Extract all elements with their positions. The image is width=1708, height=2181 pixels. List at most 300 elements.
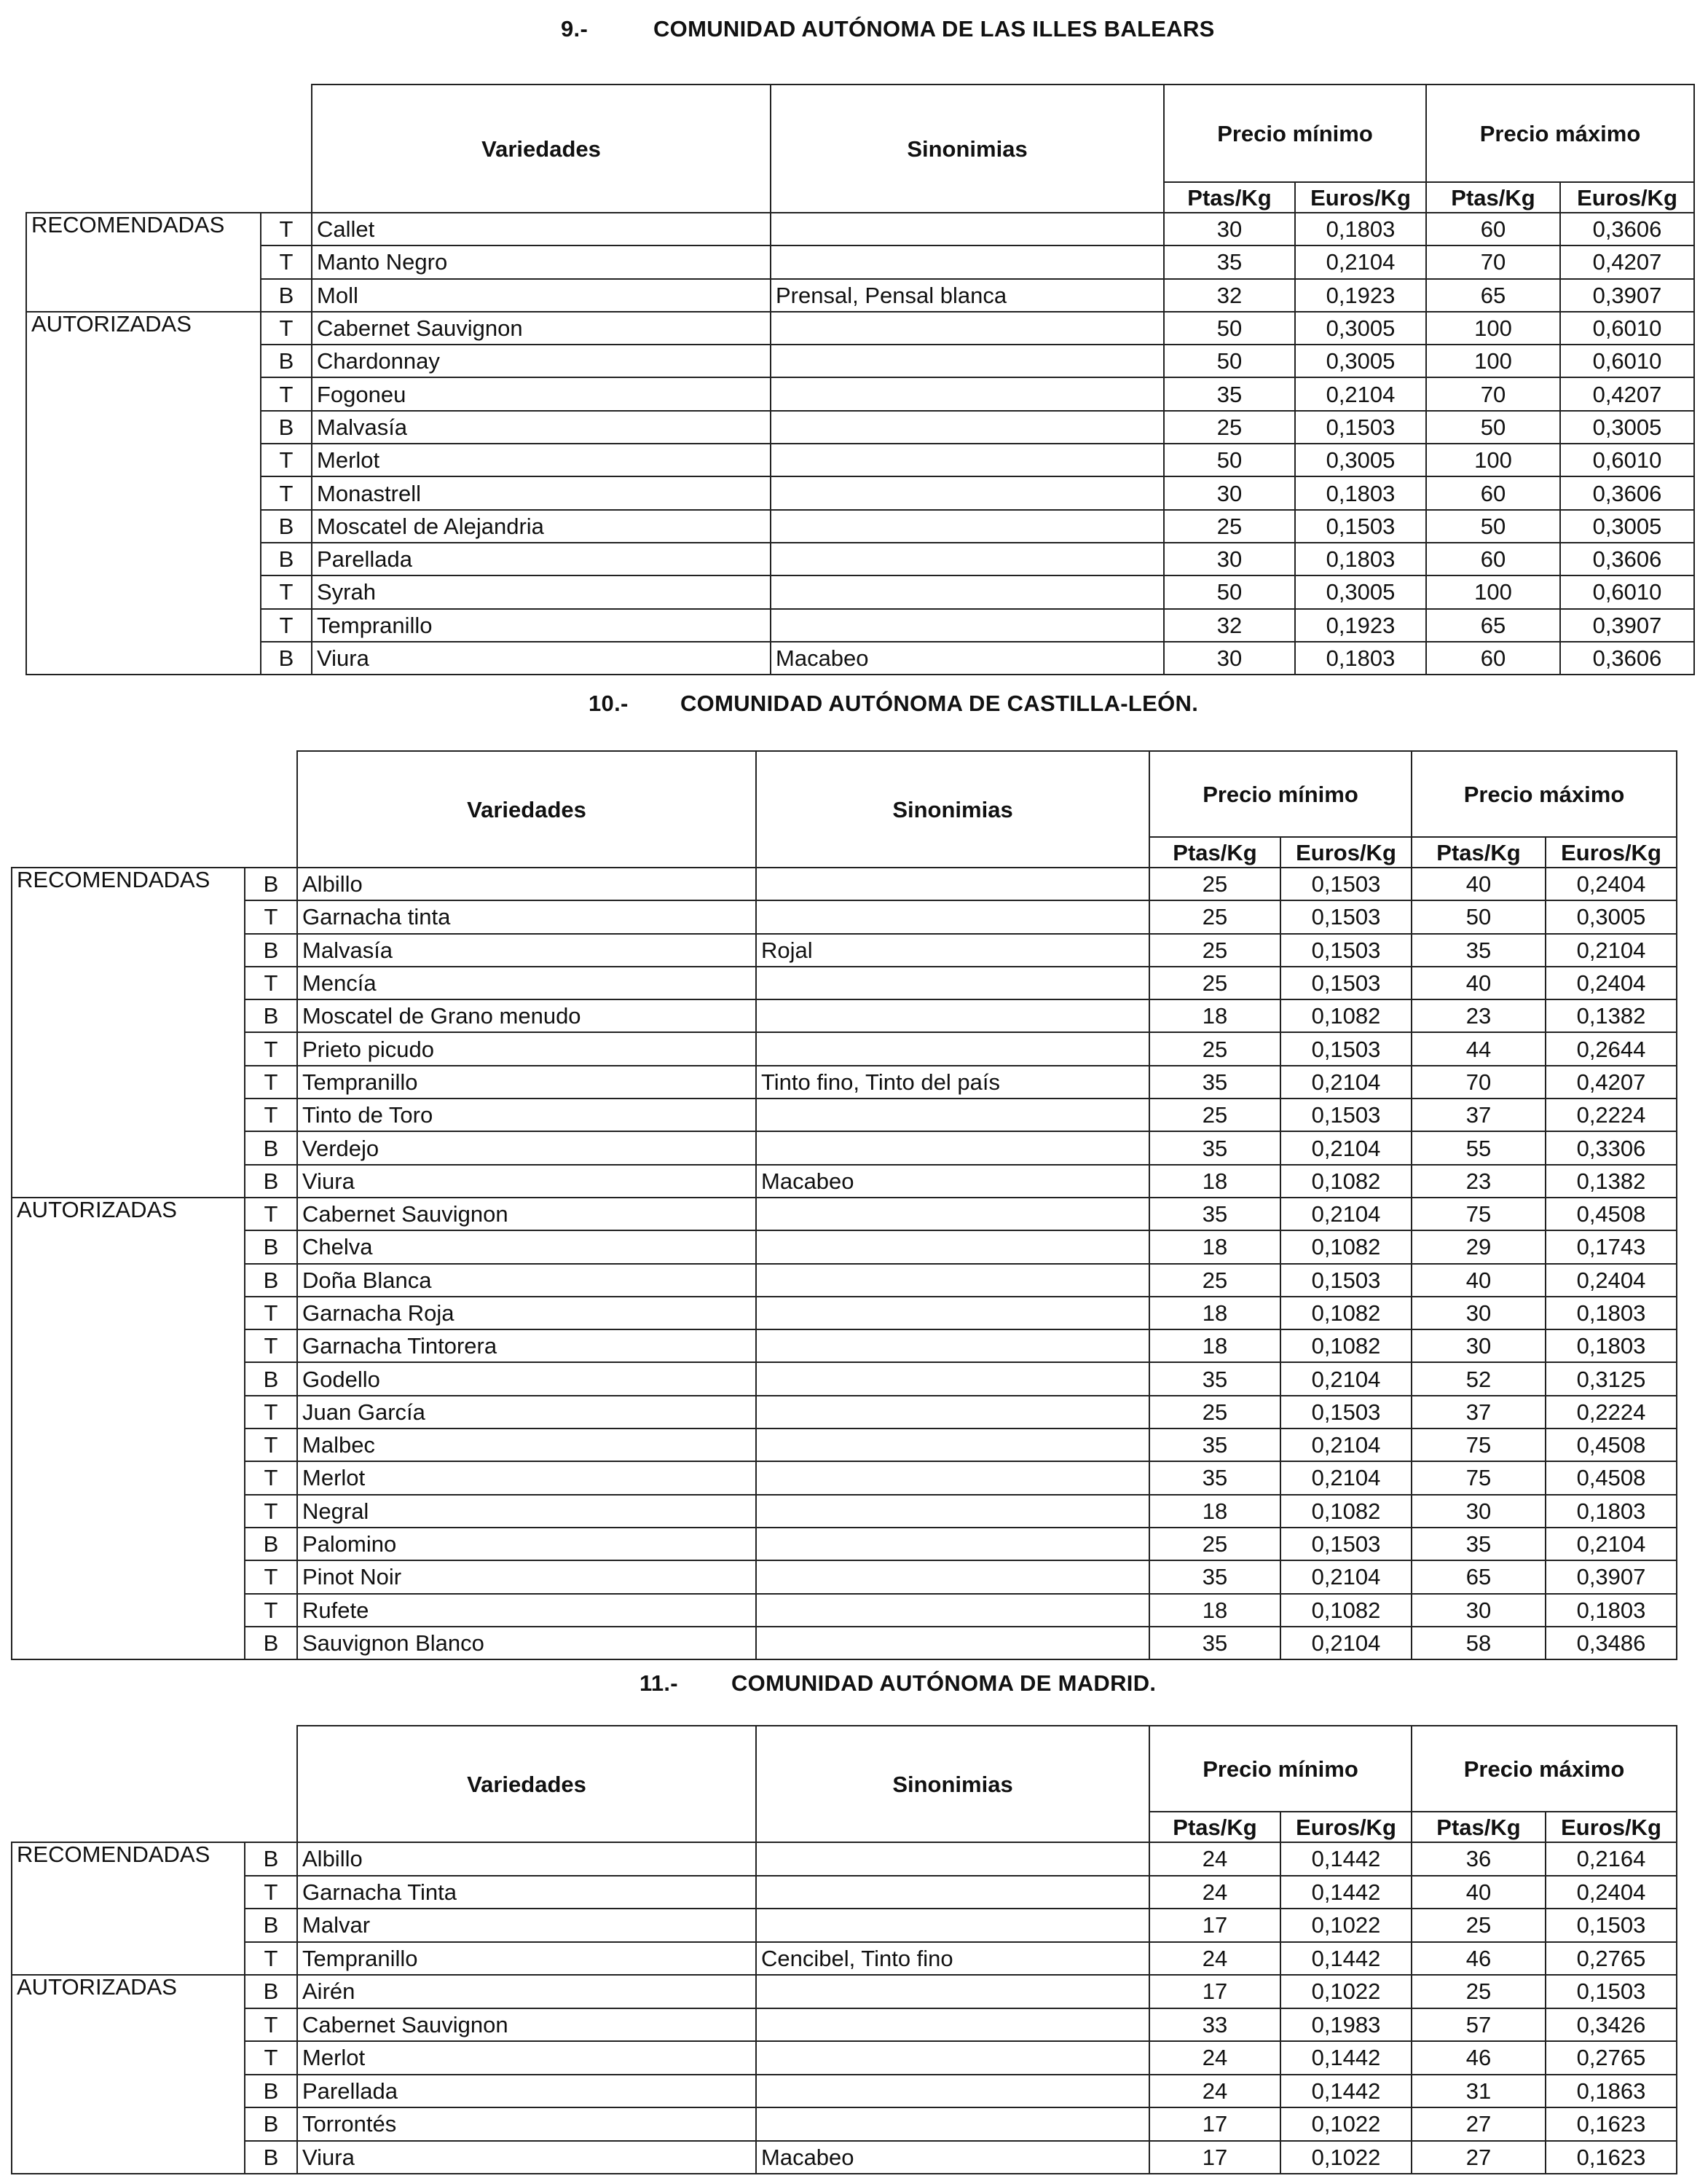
max-price-ptas: 40 — [1412, 1264, 1546, 1297]
category-label: AUTORIZADAS — [12, 1975, 245, 2174]
max-price-ptas: 25 — [1412, 1975, 1546, 2008]
header-min-ptas: Ptas/Kg — [1149, 1812, 1280, 1842]
grape-type: B — [245, 1627, 297, 1659]
variety-synonym — [756, 2041, 1149, 2075]
header-min-euros: Euros/Kg — [1295, 182, 1426, 213]
min-price-ptas: 25 — [1149, 1264, 1280, 1297]
min-price-ptas: 25 — [1149, 1099, 1280, 1131]
max-price-ptas: 23 — [1412, 1165, 1546, 1198]
max-price-ptas: 75 — [1412, 1429, 1546, 1461]
min-price-euros: 0,1503 — [1295, 411, 1426, 444]
section-number: 11.- — [639, 1670, 678, 1696]
max-price-ptas: 46 — [1412, 2041, 1546, 2075]
varieties-table — [11, 750, 1677, 1660]
min-price-ptas: 24 — [1149, 2041, 1280, 2075]
min-price-ptas: 35 — [1149, 1362, 1280, 1395]
min-price-ptas: 18 — [1149, 1297, 1280, 1329]
variety-name: Prieto picudo — [297, 1032, 756, 1065]
table-row — [12, 2041, 1677, 2075]
table-row — [26, 575, 1694, 608]
table-row — [12, 1362, 1677, 1395]
max-price-euros: 0,3907 — [1546, 1560, 1677, 1593]
max-price-euros: 0,3606 — [1560, 213, 1694, 245]
table-row — [26, 444, 1694, 476]
variety-synonym — [756, 1396, 1149, 1429]
min-price-euros: 0,1442 — [1280, 1842, 1412, 1876]
min-price-euros: 0,1503 — [1280, 868, 1412, 900]
grape-type: T — [245, 1297, 297, 1329]
min-price-ptas: 18 — [1149, 1495, 1280, 1528]
variety-synonym: Rojal — [756, 934, 1149, 967]
header-max-ptas: Ptas/Kg — [1412, 837, 1546, 868]
min-price-euros: 0,1803 — [1295, 213, 1426, 245]
variety-name: Airén — [297, 1975, 756, 2008]
header-varieties: Variedades — [297, 1726, 756, 1842]
variety-name: Moll — [312, 279, 771, 312]
max-price-ptas: 23 — [1412, 999, 1546, 1032]
table-row — [12, 1396, 1677, 1429]
min-price-euros: 0,1082 — [1280, 1165, 1412, 1198]
variety-synonym — [771, 377, 1164, 410]
max-price-ptas: 25 — [1412, 1909, 1546, 1942]
grape-type: T — [245, 1942, 297, 1976]
variety-name: Malvasía — [312, 411, 771, 444]
variety-name: Tempranillo — [312, 609, 771, 642]
variety-synonym — [771, 213, 1164, 245]
min-price-ptas: 18 — [1149, 1165, 1280, 1198]
table-row — [12, 967, 1677, 999]
variety-name: Cabernet Sauvignon — [297, 2008, 756, 2042]
min-price-euros: 0,1503 — [1280, 1264, 1412, 1297]
max-price-euros: 0,2104 — [1546, 934, 1677, 967]
max-price-ptas: 35 — [1412, 934, 1546, 967]
header-row — [26, 85, 1694, 182]
variety-synonym — [771, 609, 1164, 642]
min-price-ptas: 32 — [1164, 609, 1295, 642]
variety-name: Merlot — [297, 1461, 756, 1494]
variety-name: Tempranillo — [297, 1066, 756, 1099]
variety-synonym — [756, 1909, 1149, 1942]
max-price-euros: 0,2164 — [1546, 1842, 1677, 1876]
min-price-ptas: 25 — [1149, 1032, 1280, 1065]
max-price-euros: 0,3606 — [1560, 642, 1694, 675]
variety-name: Doña Blanca — [297, 1264, 756, 1297]
grape-type: T — [245, 1461, 297, 1494]
grape-type: T — [261, 312, 312, 345]
variety-synonym — [756, 1461, 1149, 1494]
grape-type: T — [245, 2008, 297, 2042]
grape-type: T — [245, 1560, 297, 1593]
variety-name: Garnacha tinta — [297, 900, 756, 933]
table-row — [12, 1942, 1677, 1976]
variety-synonym — [756, 1032, 1149, 1065]
max-price-euros: 0,2404 — [1546, 1876, 1677, 1909]
table-row — [12, 1528, 1677, 1560]
min-price-euros: 0,1503 — [1280, 1032, 1412, 1065]
variety-synonym — [756, 1975, 1149, 2008]
variety-synonym — [756, 900, 1149, 933]
variety-synonym — [771, 411, 1164, 444]
max-price-ptas: 37 — [1412, 1099, 1546, 1131]
table-row — [26, 245, 1694, 278]
min-price-euros: 0,1442 — [1280, 2041, 1412, 2075]
min-price-euros: 0,1503 — [1280, 967, 1412, 999]
variety-name: Viura — [297, 2141, 756, 2174]
grape-type: B — [245, 1264, 297, 1297]
table-row — [12, 868, 1677, 900]
max-price-euros: 0,2404 — [1546, 967, 1677, 999]
max-price-euros: 0,3005 — [1560, 411, 1694, 444]
table-row — [12, 2107, 1677, 2141]
grape-type: T — [261, 609, 312, 642]
table-row — [12, 1461, 1677, 1494]
header-max-price: Precio máximo — [1412, 751, 1677, 837]
table-row — [12, 1975, 1677, 2008]
table-row — [12, 1198, 1677, 1230]
table-row — [26, 609, 1694, 642]
min-price-ptas: 35 — [1149, 1461, 1280, 1494]
max-price-euros: 0,6010 — [1560, 444, 1694, 476]
min-price-euros: 0,1503 — [1280, 900, 1412, 933]
min-price-ptas: 18 — [1149, 1594, 1280, 1627]
min-price-euros: 0,2104 — [1280, 1461, 1412, 1494]
variety-name: Parellada — [297, 2075, 756, 2108]
header-min-price: Precio mínimo — [1164, 85, 1426, 182]
max-price-euros: 0,3005 — [1560, 510, 1694, 543]
variety-synonym — [756, 1876, 1149, 1909]
table-row — [26, 476, 1694, 509]
header-synonyms: Sinonimias — [756, 1726, 1149, 1842]
grape-type: T — [245, 1198, 297, 1230]
min-price-ptas: 35 — [1149, 1429, 1280, 1461]
min-price-ptas: 30 — [1164, 213, 1295, 245]
min-price-euros: 0,2104 — [1295, 245, 1426, 278]
header-blank — [26, 85, 312, 213]
variety-name: Syrah — [312, 575, 771, 608]
variety-synonym — [756, 1131, 1149, 1164]
max-price-euros: 0,1382 — [1546, 1165, 1677, 1198]
variety-name: Tempranillo — [297, 1942, 756, 1976]
variety-name: Garnacha Roja — [297, 1297, 756, 1329]
max-price-euros: 0,3907 — [1560, 609, 1694, 642]
min-price-euros: 0,1022 — [1280, 2107, 1412, 2141]
category-label: RECOMENDADAS — [12, 868, 245, 1198]
max-price-euros: 0,1803 — [1546, 1594, 1677, 1627]
max-price-euros: 0,2224 — [1546, 1396, 1677, 1429]
max-price-ptas: 40 — [1412, 967, 1546, 999]
variety-synonym — [756, 1528, 1149, 1560]
min-price-ptas: 35 — [1149, 1560, 1280, 1593]
min-price-ptas: 50 — [1164, 575, 1295, 608]
grape-type: T — [245, 1329, 297, 1362]
min-price-ptas: 35 — [1149, 1066, 1280, 1099]
max-price-ptas: 31 — [1412, 2075, 1546, 2108]
table-row — [26, 411, 1694, 444]
variety-synonym — [756, 1329, 1149, 1362]
variety-synonym — [756, 868, 1149, 900]
min-price-ptas: 18 — [1149, 1329, 1280, 1362]
table-row — [12, 2141, 1677, 2174]
max-price-euros: 0,2765 — [1546, 2041, 1677, 2075]
grape-type: T — [245, 967, 297, 999]
min-price-ptas: 17 — [1149, 1975, 1280, 2008]
min-price-euros: 0,1503 — [1280, 1099, 1412, 1131]
variety-synonym: Macabeo — [756, 2141, 1149, 2174]
max-price-ptas: 30 — [1412, 1329, 1546, 1362]
section-heading: COMUNIDAD AUTÓNOMA DE LAS ILLES BALEARS — [653, 16, 1215, 42]
max-price-ptas: 65 — [1426, 279, 1560, 312]
max-price-ptas: 100 — [1426, 345, 1560, 377]
min-price-ptas: 18 — [1149, 999, 1280, 1032]
varieties-table — [11, 1725, 1677, 2174]
min-price-euros: 0,1022 — [1280, 2141, 1412, 2174]
max-price-euros: 0,3486 — [1546, 1627, 1677, 1659]
min-price-ptas: 25 — [1164, 411, 1295, 444]
max-price-euros: 0,2104 — [1546, 1528, 1677, 1560]
variety-synonym — [756, 2107, 1149, 2141]
max-price-ptas: 100 — [1426, 312, 1560, 345]
variety-name: Malvar — [297, 1909, 756, 1942]
table-row — [12, 1842, 1677, 1876]
category-label: RECOMENDADAS — [26, 213, 261, 312]
grape-type: B — [245, 2107, 297, 2141]
min-price-ptas: 18 — [1149, 1230, 1280, 1263]
grape-type: B — [261, 279, 312, 312]
min-price-euros: 0,1082 — [1280, 1594, 1412, 1627]
header-max-ptas: Ptas/Kg — [1412, 1812, 1546, 1842]
min-price-ptas: 35 — [1149, 1131, 1280, 1164]
header-max-price: Precio máximo — [1412, 1726, 1677, 1812]
table-row — [26, 213, 1694, 245]
max-price-euros: 0,4508 — [1546, 1429, 1677, 1461]
variety-name: Malvasía — [297, 934, 756, 967]
variety-name: Juan García — [297, 1396, 756, 1429]
variety-name: Callet — [312, 213, 771, 245]
table-row — [26, 642, 1694, 675]
max-price-ptas: 50 — [1426, 411, 1560, 444]
table-row — [12, 2008, 1677, 2042]
min-price-euros: 0,3005 — [1295, 312, 1426, 345]
variety-synonym — [756, 1230, 1149, 1263]
max-price-ptas: 70 — [1426, 245, 1560, 278]
max-price-euros: 0,3306 — [1546, 1131, 1677, 1164]
min-price-euros: 0,2104 — [1280, 1362, 1412, 1395]
grape-type: B — [245, 1842, 297, 1876]
header-min-ptas: Ptas/Kg — [1149, 837, 1280, 868]
variety-name: Rufete — [297, 1594, 756, 1627]
max-price-ptas: 58 — [1412, 1627, 1546, 1659]
min-price-euros: 0,1442 — [1280, 1942, 1412, 1976]
min-price-euros: 0,1803 — [1295, 476, 1426, 509]
min-price-ptas: 17 — [1149, 1909, 1280, 1942]
variety-synonym — [756, 1362, 1149, 1395]
section-number: 10.- — [589, 691, 629, 716]
variety-name: Moscatel de Alejandria — [312, 510, 771, 543]
grape-type: B — [245, 2141, 297, 2174]
header-blank — [12, 751, 297, 868]
variety-name: Chardonnay — [312, 345, 771, 377]
max-price-euros: 0,1743 — [1546, 1230, 1677, 1263]
variety-synonym — [756, 1429, 1149, 1461]
table-row — [12, 1495, 1677, 1528]
min-price-euros: 0,2104 — [1280, 1131, 1412, 1164]
variety-name: Negral — [297, 1495, 756, 1528]
variety-name: Chelva — [297, 1230, 756, 1263]
variety-name: Manto Negro — [312, 245, 771, 278]
variety-synonym — [756, 1198, 1149, 1230]
header-max-euros: Euros/Kg — [1546, 1812, 1677, 1842]
grape-type: T — [261, 377, 312, 410]
max-price-euros: 0,1382 — [1546, 999, 1677, 1032]
min-price-ptas: 50 — [1164, 345, 1295, 377]
max-price-euros: 0,4207 — [1560, 245, 1694, 278]
variety-name: Pinot Noir — [297, 1560, 756, 1593]
grape-type: T — [261, 444, 312, 476]
grape-type: B — [245, 999, 297, 1032]
min-price-euros: 0,1082 — [1280, 999, 1412, 1032]
max-price-euros: 0,1863 — [1546, 2075, 1677, 2108]
variety-name: Fogoneu — [312, 377, 771, 410]
variety-name: Verdejo — [297, 1131, 756, 1164]
grape-type: T — [245, 1032, 297, 1065]
grape-type: B — [245, 1131, 297, 1164]
max-price-euros: 0,4508 — [1546, 1198, 1677, 1230]
min-price-euros: 0,2104 — [1280, 1429, 1412, 1461]
table-row — [12, 1297, 1677, 1329]
grape-type: T — [261, 213, 312, 245]
variety-name: Viura — [312, 642, 771, 675]
grape-type: B — [261, 345, 312, 377]
variety-synonym — [756, 2075, 1149, 2108]
max-price-euros: 0,3606 — [1560, 476, 1694, 509]
header-max-euros: Euros/Kg — [1560, 182, 1694, 213]
variety-name: Merlot — [297, 2041, 756, 2075]
table-row — [12, 1131, 1677, 1164]
max-price-ptas: 100 — [1426, 575, 1560, 608]
table-row — [12, 1165, 1677, 1198]
max-price-euros: 0,1503 — [1546, 1975, 1677, 2008]
min-price-ptas: 35 — [1149, 1198, 1280, 1230]
min-price-ptas: 24 — [1149, 2075, 1280, 2108]
variety-synonym: Macabeo — [756, 1165, 1149, 1198]
max-price-euros: 0,6010 — [1560, 575, 1694, 608]
variety-name: Viura — [297, 1165, 756, 1198]
min-price-euros: 0,2104 — [1280, 1627, 1412, 1659]
table-row — [12, 1594, 1677, 1627]
grape-type: T — [245, 1066, 297, 1099]
table-row — [12, 1032, 1677, 1065]
max-price-ptas: 30 — [1412, 1594, 1546, 1627]
min-price-ptas: 24 — [1149, 1942, 1280, 1976]
variety-name: Tinto de Toro — [297, 1099, 756, 1131]
variety-name: Albillo — [297, 1842, 756, 1876]
variety-name: Cabernet Sauvignon — [312, 312, 771, 345]
max-price-ptas: 70 — [1426, 377, 1560, 410]
min-price-euros: 0,1503 — [1280, 1528, 1412, 1560]
max-price-euros: 0,2404 — [1546, 868, 1677, 900]
variety-synonym — [756, 1099, 1149, 1131]
max-price-ptas: 30 — [1412, 1495, 1546, 1528]
min-price-ptas: 24 — [1149, 1876, 1280, 1909]
grape-type: T — [245, 1099, 297, 1131]
max-price-euros: 0,3125 — [1546, 1362, 1677, 1395]
max-price-euros: 0,3005 — [1546, 900, 1677, 933]
min-price-euros: 0,3005 — [1295, 575, 1426, 608]
table-row — [26, 377, 1694, 410]
grape-type: B — [261, 642, 312, 675]
max-price-ptas: 52 — [1412, 1362, 1546, 1395]
grape-type: T — [245, 2041, 297, 2075]
min-price-euros: 0,1082 — [1280, 1495, 1412, 1528]
min-price-euros: 0,1503 — [1280, 934, 1412, 967]
max-price-ptas: 60 — [1426, 213, 1560, 245]
variety-name: Mencía — [297, 967, 756, 999]
variety-synonym — [771, 345, 1164, 377]
grape-type: T — [245, 1594, 297, 1627]
variety-synonym — [771, 510, 1164, 543]
grape-type: T — [245, 1396, 297, 1429]
max-price-euros: 0,6010 — [1560, 345, 1694, 377]
max-price-euros: 0,4508 — [1546, 1461, 1677, 1494]
variety-name: Cabernet Sauvignon — [297, 1198, 756, 1230]
min-price-euros: 0,1503 — [1295, 510, 1426, 543]
max-price-ptas: 46 — [1412, 1942, 1546, 1976]
grape-type: B — [261, 543, 312, 575]
min-price-ptas: 50 — [1164, 444, 1295, 476]
max-price-euros: 0,4207 — [1560, 377, 1694, 410]
max-price-ptas: 75 — [1412, 1461, 1546, 1494]
header-max-euros: Euros/Kg — [1546, 837, 1677, 868]
max-price-euros: 0,2224 — [1546, 1099, 1677, 1131]
max-price-ptas: 50 — [1412, 900, 1546, 933]
section-number: 9.- — [561, 16, 589, 42]
max-price-euros: 0,3606 — [1560, 543, 1694, 575]
variety-synonym — [756, 967, 1149, 999]
min-price-euros: 0,1082 — [1280, 1329, 1412, 1362]
min-price-ptas: 25 — [1149, 900, 1280, 933]
min-price-ptas: 25 — [1149, 1396, 1280, 1429]
grape-type: T — [261, 245, 312, 278]
max-price-ptas: 60 — [1426, 476, 1560, 509]
table-row — [12, 1560, 1677, 1593]
min-price-ptas: 32 — [1164, 279, 1295, 312]
grape-type: B — [245, 1909, 297, 1942]
table-row — [12, 1066, 1677, 1099]
grape-type: B — [245, 1528, 297, 1560]
variety-name: Torrontés — [297, 2107, 756, 2141]
max-price-ptas: 75 — [1412, 1198, 1546, 1230]
min-price-ptas: 17 — [1149, 2107, 1280, 2141]
min-price-euros: 0,2104 — [1280, 1066, 1412, 1099]
variety-name: Garnacha Tinta — [297, 1876, 756, 1909]
section-heading: COMUNIDAD AUTÓNOMA DE CASTILLA-LEÓN. — [680, 691, 1199, 716]
table-row — [12, 1099, 1677, 1131]
variety-synonym — [771, 476, 1164, 509]
grape-type: B — [245, 1165, 297, 1198]
max-price-euros: 0,3907 — [1560, 279, 1694, 312]
variety-synonym — [771, 543, 1164, 575]
variety-name: Parellada — [312, 543, 771, 575]
min-price-ptas: 35 — [1149, 1627, 1280, 1659]
table-row — [12, 934, 1677, 967]
table-row — [12, 1627, 1677, 1659]
min-price-euros: 0,1022 — [1280, 1909, 1412, 1942]
header-synonyms: Sinonimias — [756, 751, 1149, 868]
table-row — [12, 999, 1677, 1032]
category-label: AUTORIZADAS — [12, 1198, 245, 1659]
max-price-euros: 0,1623 — [1546, 2107, 1677, 2141]
max-price-ptas: 29 — [1412, 1230, 1546, 1263]
